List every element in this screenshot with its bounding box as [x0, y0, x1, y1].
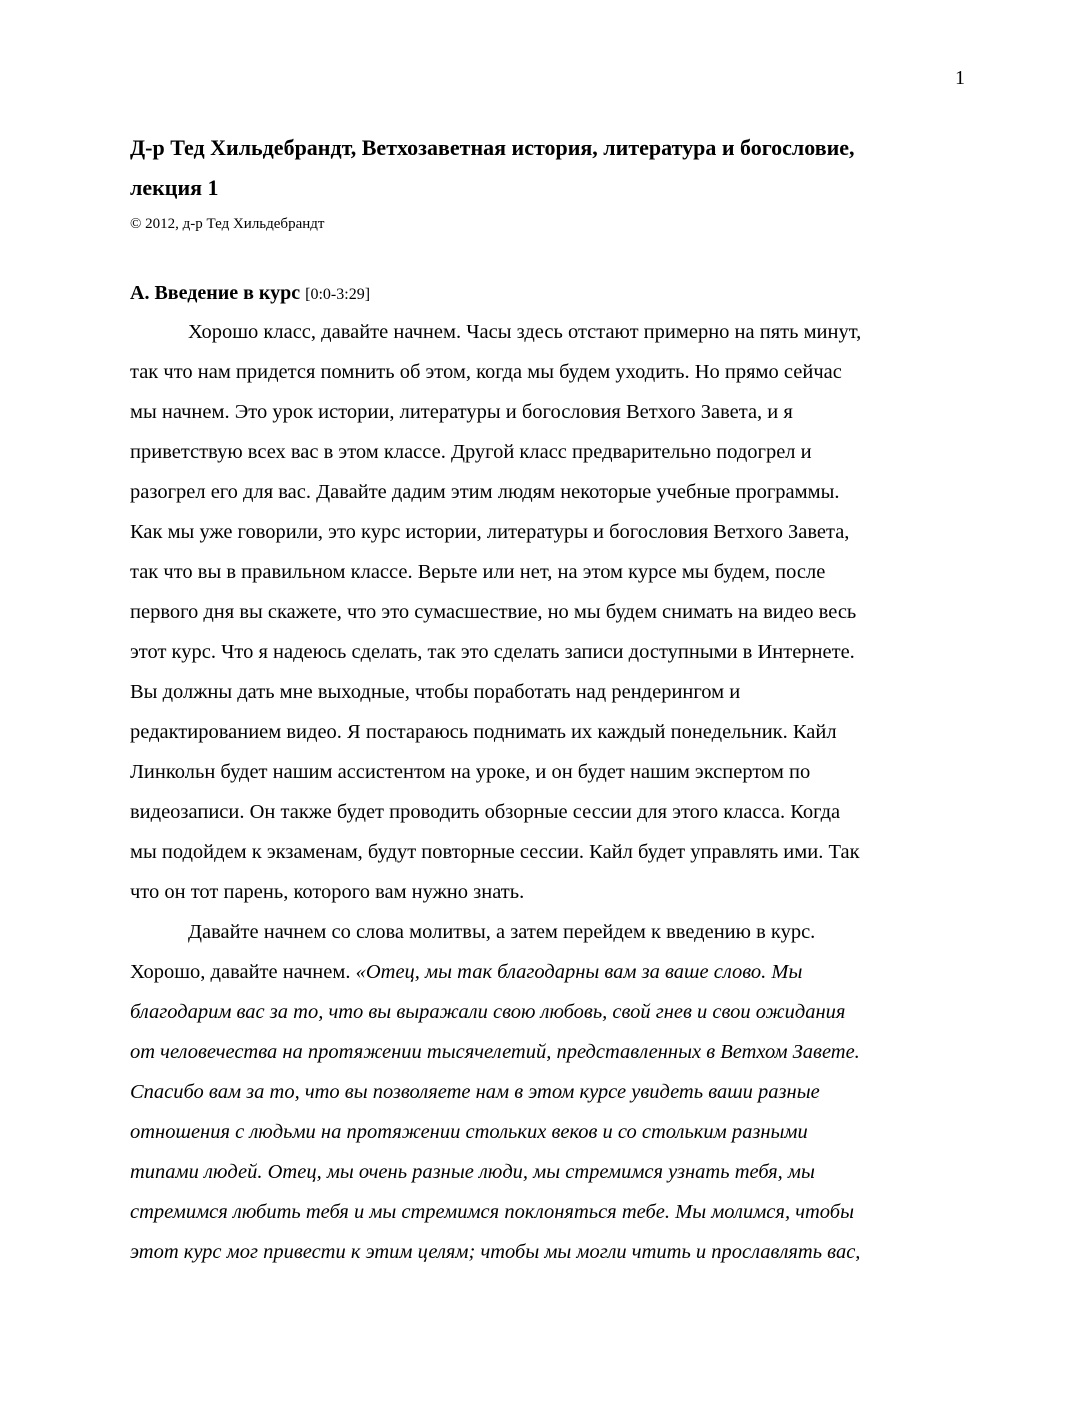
paragraph-line-mixed: [130, 952, 962, 992]
paragraph-line: так что вы в правильном классе. Верьте или нет, на этом курсе мы будем, после: [130, 561, 826, 583]
paragraph-line: этот курс. Что я надеюсь сделать, так это сделать записи доступными в Интернете.: [130, 641, 855, 663]
section-timecode: [0:0-3:29]: [305, 286, 371, 303]
prayer-line: Спасибо вам за то, что вы позволяете нам в этом курсе увидеть ваши разные: [130, 1081, 820, 1103]
paragraph-line: Вы должны дать мне выходные, чтобы поработать над рендерингом и: [130, 681, 741, 703]
paragraph-line: что он тот парень, которого вам нужно знать.: [130, 881, 525, 903]
paragraph-line: Давайте начнем со слова молитвы, а затем перейдем к введению в курс.: [188, 921, 816, 943]
copyright-notice: © 2012, д-р Тед Хильдебрандт: [130, 216, 325, 232]
paragraph-text-plain: Хорошо, давайте начнем.: [130, 961, 356, 983]
body-text: [130, 312, 962, 1272]
prayer-line: благодарим вас за то, что вы выражали свою любовь, свой гнев и свои ожидания: [130, 1001, 846, 1023]
paragraph-line: Хорошо класс, давайте начнем. Часы здесь отстают примерно на пять минут,: [188, 321, 862, 343]
paragraph-line: так что нам придется помнить об этом, когда мы будем уходить. Но прямо сейчас: [130, 361, 842, 383]
prayer-line: типами людей. Отец, мы очень разные люди, мы стремимся узнать тебя, мы: [130, 1161, 815, 1183]
document-title: [130, 128, 970, 208]
paragraph-line: первого дня вы скажете, что это сумасшествие, но мы будем снимать на видео весь: [130, 601, 857, 623]
section-heading: [130, 280, 370, 308]
paragraph-line: приветствую всех вас в этом классе. Другой класс предварительно подогрел и: [130, 441, 812, 463]
prayer-line: отношения с людьми на протяжении стольких веков и со стольким разными: [130, 1121, 808, 1143]
paragraph-line: мы начнем. Это урок истории, литературы и богословия Ветхого Завета, и я: [130, 401, 793, 423]
paragraph-line: редактированием видео. Я постараюсь поднимать их каждый понедельник. Кайл: [130, 721, 837, 743]
paragraph-line: разогрел его для вас. Давайте дадим этим людям некоторые учебные программы.: [130, 481, 840, 503]
prayer-line: от человечества на протяжении тысячелетий, представленных в Ветхом Завете.: [130, 1041, 860, 1063]
paragraph-line: видеозаписи. Он также будет проводить обзорные сессии для этого класса. Когда: [130, 801, 841, 823]
page-number: 1: [955, 67, 965, 89]
prayer-line: стремимся любить тебя и мы стремимся поклоняться тебе. Мы молимся, чтобы: [130, 1201, 854, 1223]
paragraph-2: [130, 912, 962, 1272]
paragraph-line: Линкольн будет нашим ассистентом на уроке, и он будет нашим экспертом по: [130, 761, 811, 783]
title-line-1: Д-р Тед Хильдебрандт, Ветхозаветная история, литература и богословие,: [130, 135, 855, 160]
paragraph-line: мы подойдем к экзаменам, будут повторные сессии. Кайл будет управлять ими. Так: [130, 841, 860, 863]
paragraph-1: [130, 312, 962, 912]
title-line-2: лекция 1: [130, 175, 219, 200]
paragraph-line: Как мы уже говорили, это курс истории, литературы и богословия Ветхого Завета,: [130, 521, 850, 543]
section-heading-text: A. Введение в курс: [130, 282, 301, 304]
prayer-line: этот курс мог привести к этим целям; чтобы мы могли чтить и прославлять вас,: [130, 1241, 861, 1263]
prayer-text-italic: «Отец, мы так благодарны вам за ваше слово. Мы: [355, 961, 803, 983]
